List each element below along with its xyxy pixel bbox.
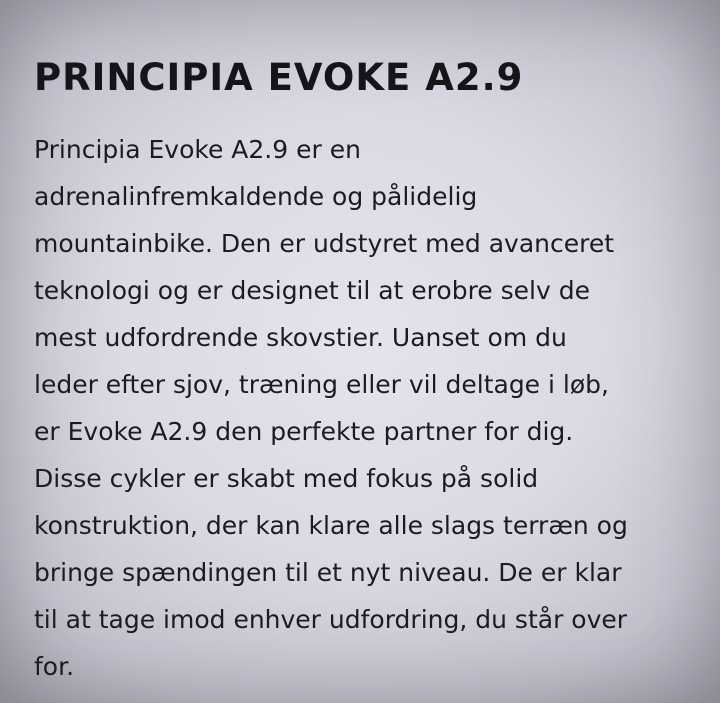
- paragraph-line: til at tage imod enhver udfordring, du står over: [34, 605, 628, 634]
- paragraph-line: Disse cykler er skabt med fokus på solid: [34, 464, 539, 493]
- paragraph-line: adrenalinfremkaldende og pålidelig: [34, 182, 478, 211]
- page-title: PRINCIPIA EVOKE A2.9: [34, 56, 524, 99]
- description-paragraph: [34, 126, 694, 690]
- paragraph-line: teknologi og er designet til at erobre selv de: [34, 276, 590, 305]
- paragraph-line: Principia Evoke A2.9 er en: [34, 135, 361, 164]
- paragraph-line: konstruktion, der kan klare alle slags terræn og: [34, 511, 628, 540]
- paragraph-line: bringe spændingen til et nyt niveau. De er klar: [34, 558, 622, 587]
- paragraph-line: mountainbike. Den er udstyret med avanceret: [34, 229, 615, 258]
- paragraph-line: leder efter sjov, træning eller vil deltage i løb,: [34, 370, 609, 399]
- paragraph-line: er Evoke A2.9 den perfekte partner for dig.: [34, 417, 574, 446]
- paragraph-line: for.: [34, 652, 75, 681]
- document-content: [34, 52, 694, 690]
- paragraph-line: mest udfordrende skovstier. Uanset om du: [34, 323, 567, 352]
